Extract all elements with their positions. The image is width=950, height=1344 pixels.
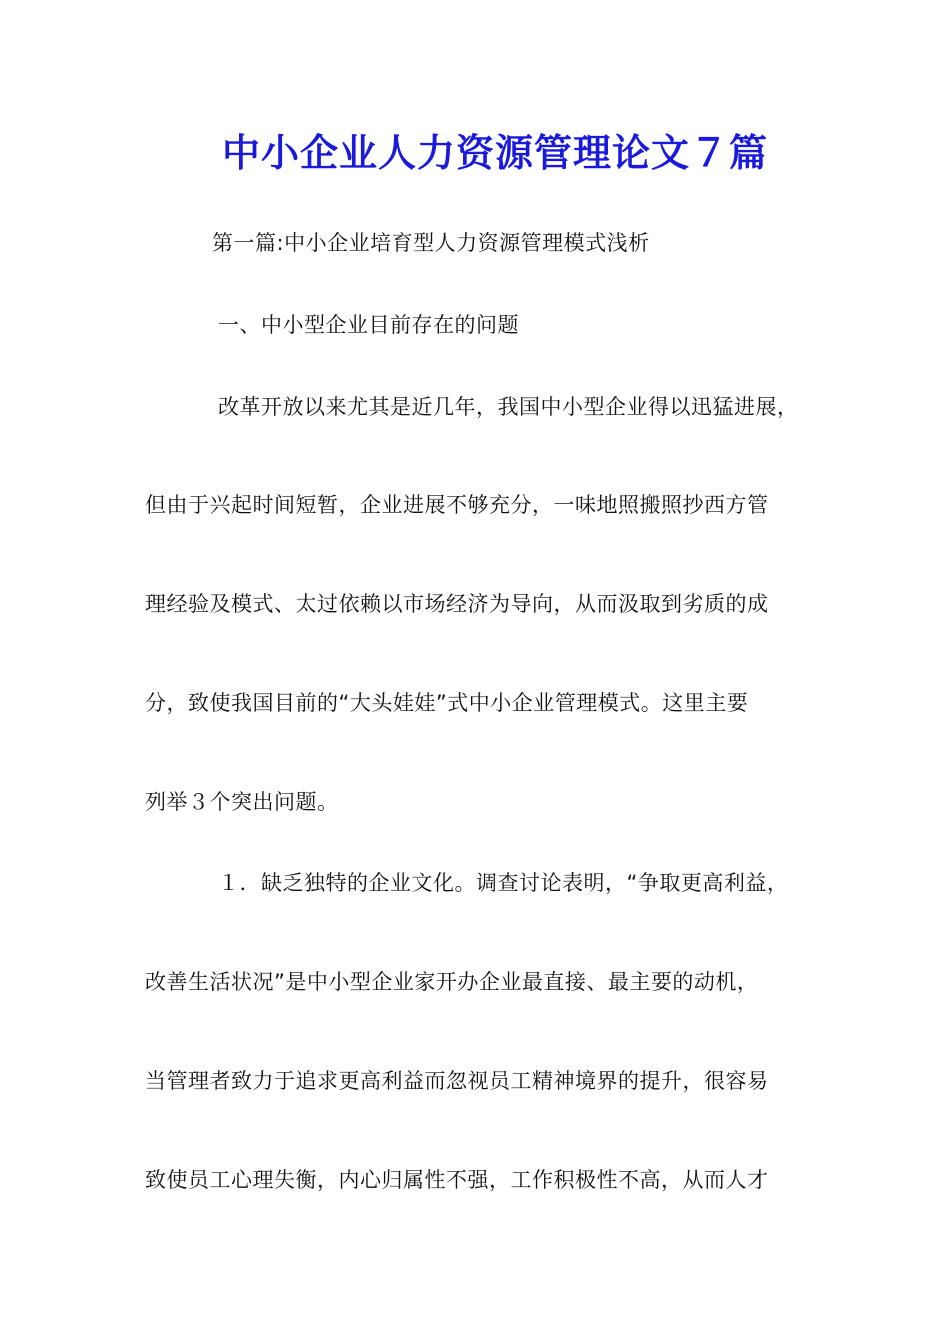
paragraph-line: １．缺乏独特的企业文化。调查讨论表明，“争取更高利益，	[218, 871, 789, 895]
paragraph-line: 但由于兴起时间短暂，企业进展不够充分，一味地照搬照抄西方管	[145, 493, 769, 517]
paragraph-line: 分，致使我国目前的“大头娃娃”式中小企业管理模式。这里主要	[145, 691, 749, 715]
subsection-heading: 一、中小型企业目前存在的问题	[218, 313, 519, 337]
paragraph-line: 致使员工心理失衡，内心归属性不强，工作积极性不高，从而人才	[145, 1168, 769, 1192]
section-heading: 第一篇:中小企业培育型人力资源管理模式浅析	[212, 231, 650, 255]
document-title: 中小企业人力资源管理论文７篇	[221, 130, 768, 175]
paragraph-line: 改革开放以来尤其是近几年，我国中小型企业得以迅猛进展，	[218, 395, 799, 419]
paragraph-line: 当管理者致力于追求更高利益而忽视员工精神境界的提升，很容易	[145, 1069, 769, 1093]
paragraph-line: 列举３个突出问题。	[145, 790, 339, 814]
paragraph-line: 理经验及模式、太过依赖以市场经济为导向，从而汲取到劣质的成	[145, 592, 769, 616]
paragraph-line: 改善生活状况”是中小型企业家开办企业最直接、最主要的动机，	[145, 970, 759, 994]
